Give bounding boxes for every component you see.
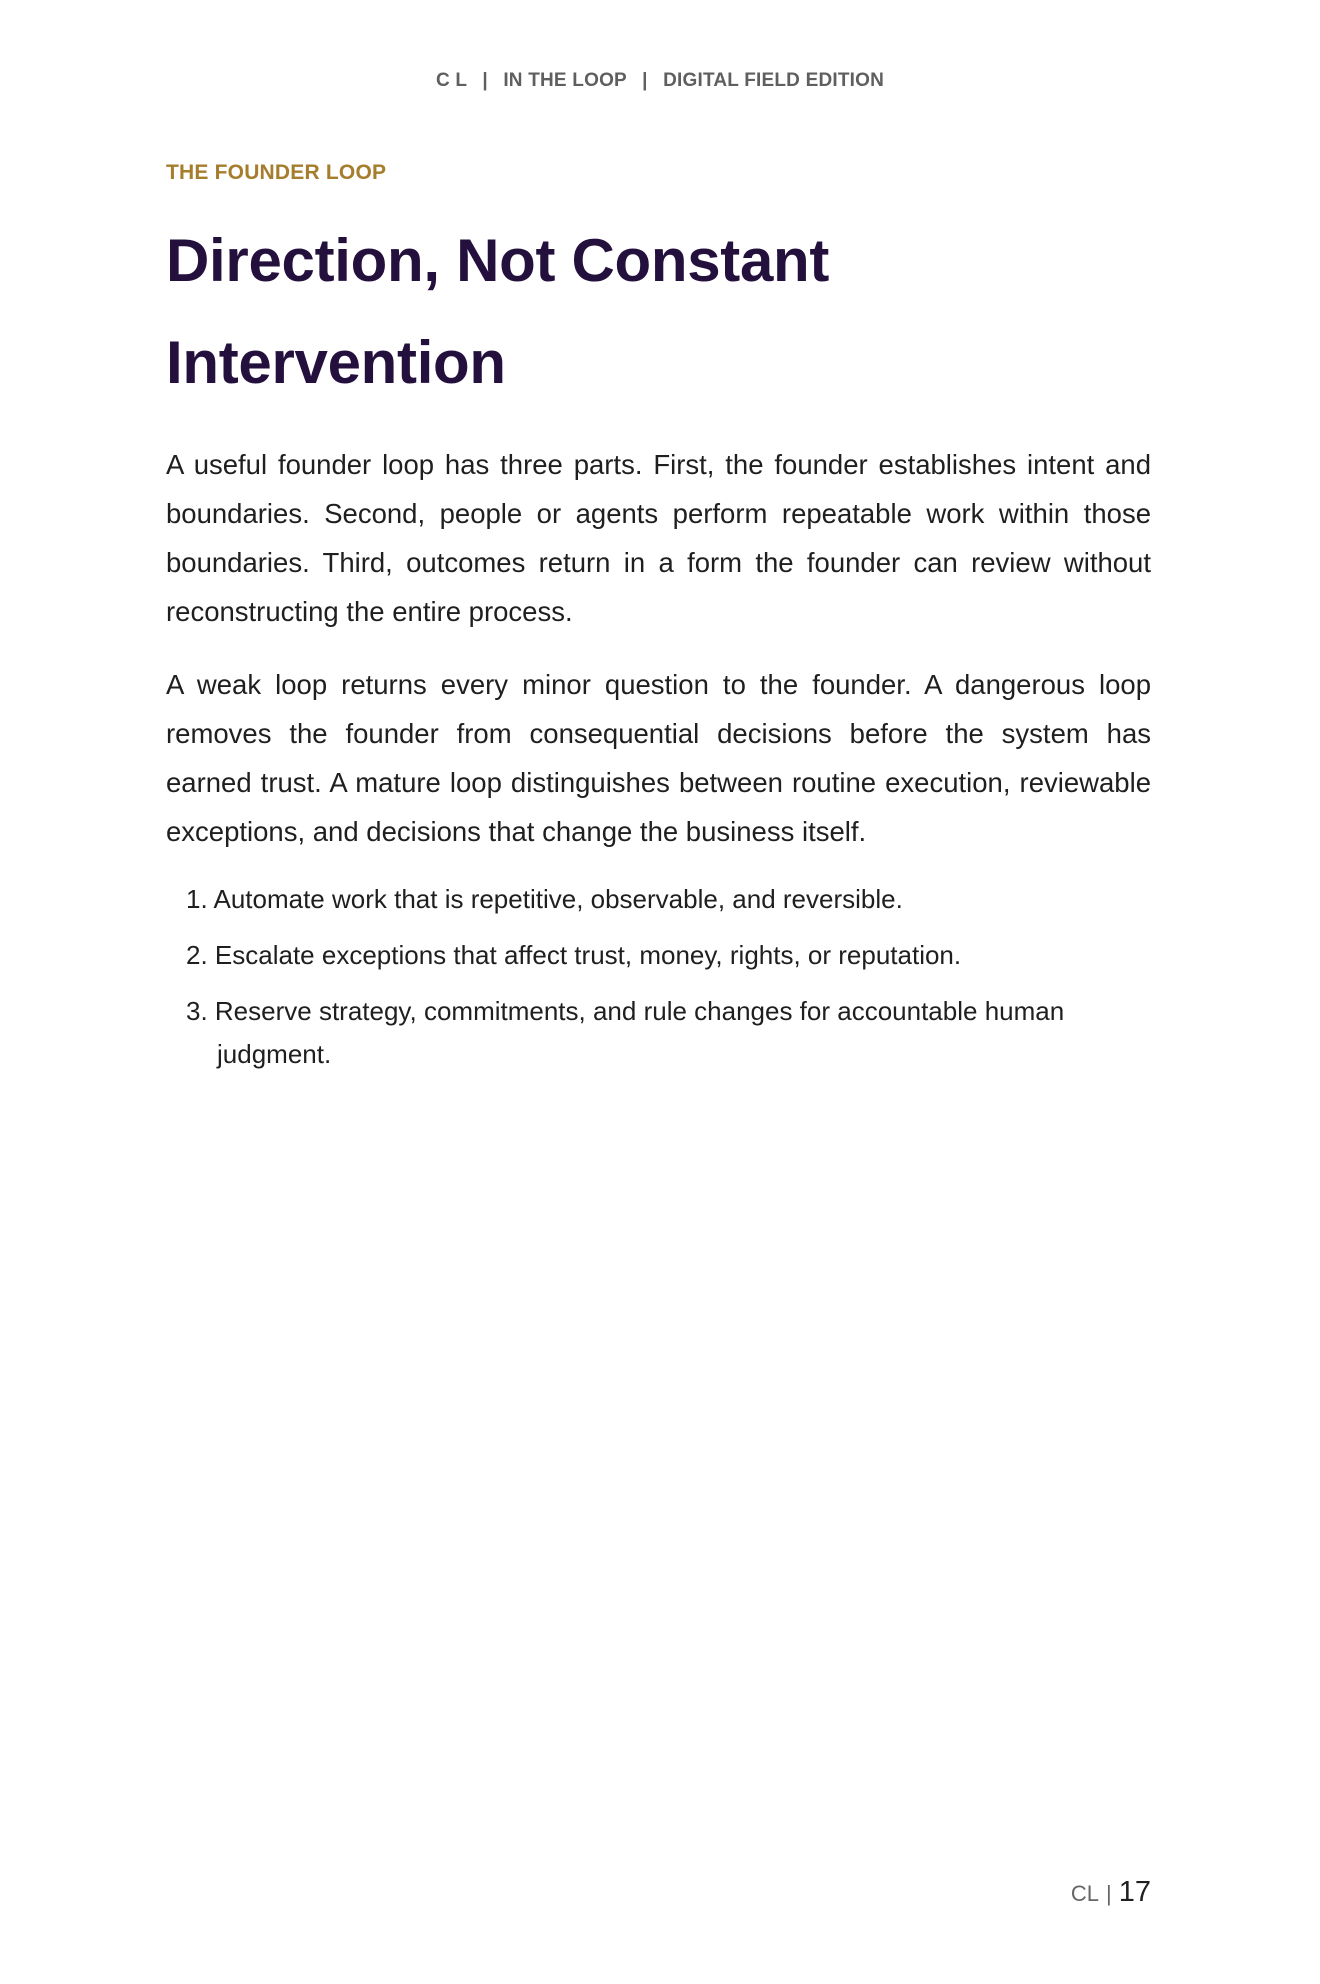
list-item: 1. Automate work that is repetitive, observable, and reversible. bbox=[186, 884, 903, 914]
header-book-title: IN THE LOOP bbox=[503, 70, 627, 91]
body-paragraph: A weak loop returns every minor question to the founder. A dangerous loop removes the founder from consequential decisions before the system has earned trust. A mature loop distinguishes between routine execution, reviewable exceptions, and decisions that change the business itself. bbox=[166, 669, 1151, 847]
running-header bbox=[0, 70, 1320, 92]
page-footer bbox=[1071, 1874, 1151, 1912]
header-edition: DIGITAL FIELD EDITION bbox=[663, 70, 885, 91]
header-separator: | bbox=[642, 70, 648, 91]
header-separator: | bbox=[482, 70, 488, 91]
section-kicker: THE FOUNDER LOOP bbox=[166, 161, 387, 184]
page-number: 17 bbox=[1118, 1876, 1151, 1908]
footer-initials: CL bbox=[1070, 1881, 1100, 1906]
body-paragraph: A useful founder loop has three parts. First, the founder establishes intent and boundaries. Second, people or agents perform repeatable work within those boundaries. Third, outcomes return in a form the founder can review without reconstructing the entire process. bbox=[166, 449, 1151, 627]
header-initials: C L bbox=[435, 70, 467, 91]
footer-separator: | bbox=[1106, 1881, 1112, 1906]
page-content bbox=[166, 158, 1151, 1089]
list-item: 3. Reserve strategy, commitments, and rule changes for accountable human judgment. bbox=[186, 996, 1065, 1069]
title-line-1: Direction, Not Constant bbox=[166, 227, 830, 294]
page-title bbox=[166, 210, 1151, 414]
title-line-2: Intervention bbox=[166, 329, 506, 396]
numbered-list bbox=[166, 878, 1151, 1076]
list-item: 2. Escalate exceptions that affect trust, money, rights, or reputation. bbox=[186, 940, 962, 970]
